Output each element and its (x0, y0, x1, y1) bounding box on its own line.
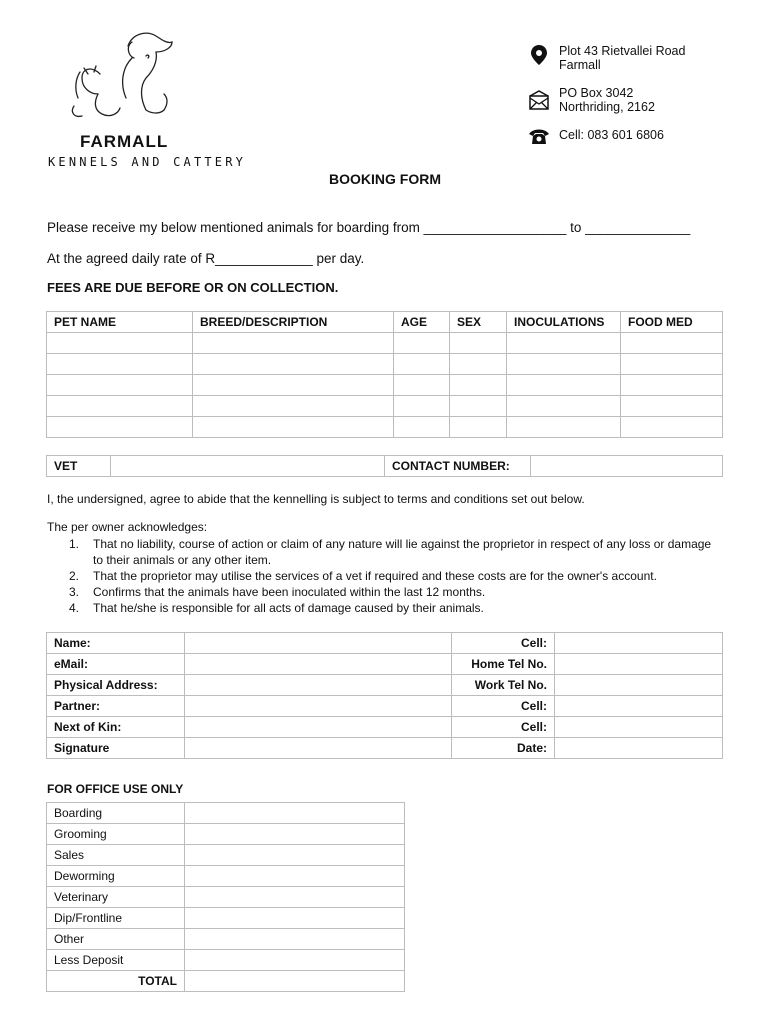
pet-name-cell[interactable] (47, 333, 193, 354)
inoculations-cell[interactable] (507, 333, 621, 354)
sales-field[interactable] (185, 845, 405, 866)
brand-name: FARMALL (80, 132, 169, 151)
kin-cell-field[interactable] (555, 717, 723, 738)
boarding-field[interactable] (185, 803, 405, 824)
sales-label: Sales (47, 845, 185, 866)
food-med-cell[interactable] (621, 354, 723, 375)
breed-cell[interactable] (193, 333, 394, 354)
pet-name-cell[interactable] (47, 375, 193, 396)
list-item: 4. That he/she is responsible for all acts of damage caused by their animals. (69, 601, 484, 615)
table-row (47, 845, 405, 866)
dip-frontline-field[interactable] (185, 908, 405, 929)
mail-icon (528, 90, 550, 112)
location-pin-icon (528, 44, 550, 66)
food-med-cell[interactable] (621, 417, 723, 438)
office-use-title: FOR OFFICE USE ONLY (47, 782, 184, 796)
name-field[interactable] (185, 633, 452, 654)
table-row (47, 417, 723, 438)
table-row (47, 824, 405, 845)
cell-field[interactable] (555, 633, 723, 654)
cell-label: Cell: (452, 633, 555, 654)
table-row (47, 866, 405, 887)
acknowledgement-list (47, 536, 717, 616)
veterinary-label: Veterinary (47, 887, 185, 908)
boarding-dates-line: Please receive my below mentioned animals for boarding from ___________________ to ______________ (47, 220, 691, 235)
brand-subtitle: KENNELS AND CATTERY (48, 155, 247, 169)
inoculations-cell[interactable] (507, 375, 621, 396)
physical-address-field[interactable] (185, 675, 452, 696)
food-med-cell[interactable] (621, 396, 723, 417)
list-item: 2. That the proprietor may utilise the services of a vet if required and these costs are for the owner's account. (69, 569, 657, 583)
vet-row (47, 456, 723, 477)
vet-label: VET (47, 456, 111, 477)
partner-field[interactable] (185, 696, 452, 717)
sex-cell[interactable] (450, 396, 507, 417)
other-label: Other (47, 929, 185, 950)
age-cell[interactable] (394, 333, 450, 354)
agreement-text: I, the undersigned, agree to abide that the kennelling is subject to terms and conditions set out below. (47, 492, 585, 506)
po-box-line1: PO Box 3042 (559, 86, 634, 100)
vet-field[interactable] (111, 456, 385, 477)
total-field[interactable] (185, 971, 405, 992)
contact-number-field[interactable] (531, 456, 723, 477)
dog-cat-logo-icon (60, 28, 185, 128)
table-row (47, 717, 723, 738)
table-row (47, 696, 723, 717)
inoculations-cell[interactable] (507, 417, 621, 438)
col-inoculations: INOCULATIONS (507, 312, 621, 333)
inoculations-cell[interactable] (507, 354, 621, 375)
date-field[interactable] (555, 738, 723, 759)
table-row (47, 675, 723, 696)
contact-number-label: CONTACT NUMBER: (385, 456, 531, 477)
address-line2: Farmall (559, 58, 601, 72)
less-deposit-label: Less Deposit (47, 950, 185, 971)
pets-header-row (47, 312, 723, 333)
veterinary-field[interactable] (185, 887, 405, 908)
deworming-field[interactable] (185, 866, 405, 887)
home-tel-label: Home Tel No. (452, 654, 555, 675)
date-label: Date: (452, 738, 555, 759)
other-field[interactable] (185, 929, 405, 950)
total-label: TOTAL (47, 971, 185, 992)
inoculations-cell[interactable] (507, 396, 621, 417)
list-item: 3. Confirms that the animals have been inoculated within the last 12 months. (69, 585, 486, 599)
table-row (47, 633, 723, 654)
col-breed: BREED/DESCRIPTION (193, 312, 394, 333)
work-tel-label: Work Tel No. (452, 675, 555, 696)
pet-name-cell[interactable] (47, 396, 193, 417)
deworming-label: Deworming (47, 866, 185, 887)
partner-label: Partner: (47, 696, 185, 717)
sex-cell[interactable] (450, 354, 507, 375)
work-tel-field[interactable] (555, 675, 723, 696)
col-sex: SEX (450, 312, 507, 333)
age-cell[interactable] (394, 396, 450, 417)
pet-name-cell[interactable] (47, 354, 193, 375)
col-food-med: FOOD MED (621, 312, 723, 333)
pets-table (46, 311, 723, 438)
age-cell[interactable] (394, 417, 450, 438)
food-med-cell[interactable] (621, 375, 723, 396)
dip-frontline-label: Dip/Frontline (47, 908, 185, 929)
table-row (47, 887, 405, 908)
table-row (47, 929, 405, 950)
table-row (47, 803, 405, 824)
physical-address-label: Physical Address: (47, 675, 185, 696)
kin-cell-label: Cell: (452, 717, 555, 738)
table-row (47, 333, 723, 354)
address-line1: Plot 43 Rietvallei Road (559, 44, 686, 58)
table-row (47, 354, 723, 375)
less-deposit-field[interactable] (185, 950, 405, 971)
acknowledgement-heading: The per owner acknowledges: (47, 520, 208, 534)
sex-cell[interactable] (450, 375, 507, 396)
telephone-icon (528, 125, 550, 147)
email-field[interactable] (185, 654, 452, 675)
table-row (47, 908, 405, 929)
table-row (47, 375, 723, 396)
partner-cell-field[interactable] (555, 696, 723, 717)
next-of-kin-field[interactable] (185, 717, 452, 738)
food-med-cell[interactable] (621, 333, 723, 354)
list-item: 1. That no liability, course of action or claim of any nature will lie against the proprietor in respect of any loss or damage to their animals or any other item. (69, 537, 712, 567)
fees-notice: FEES ARE DUE BEFORE OR ON COLLECTION. (47, 280, 339, 295)
email-label: eMail: (47, 654, 185, 675)
form-title: BOOKING FORM (329, 171, 441, 187)
pet-name-cell[interactable] (47, 417, 193, 438)
age-cell[interactable] (394, 375, 450, 396)
breed-cell[interactable] (193, 396, 394, 417)
office-use-table (46, 802, 405, 992)
table-row (47, 950, 405, 971)
breed-cell[interactable] (193, 417, 394, 438)
partner-cell-label: Cell: (452, 696, 555, 717)
table-row (47, 654, 723, 675)
owner-details-table (46, 632, 723, 759)
vet-table (46, 455, 723, 477)
breed-cell[interactable] (193, 354, 394, 375)
cell-number: Cell: 083 601 6806 (559, 128, 664, 142)
sex-cell[interactable] (450, 333, 507, 354)
home-tel-field[interactable] (555, 654, 723, 675)
table-row (47, 971, 405, 992)
name-label: Name: (47, 633, 185, 654)
next-of-kin-label: Next of Kin: (47, 717, 185, 738)
signature-label: Signature (47, 738, 185, 759)
grooming-label: Grooming (47, 824, 185, 845)
table-row (47, 396, 723, 417)
boarding-label: Boarding (47, 803, 185, 824)
col-pet-name: PET NAME (47, 312, 193, 333)
sex-cell[interactable] (450, 417, 507, 438)
table-row (47, 738, 723, 759)
col-age: AGE (394, 312, 450, 333)
grooming-field[interactable] (185, 824, 405, 845)
daily-rate-line: At the agreed daily rate of R_____________ per day. (47, 251, 365, 266)
breed-cell[interactable] (193, 375, 394, 396)
age-cell[interactable] (394, 354, 450, 375)
po-box-line2: Northriding, 2162 (559, 100, 655, 114)
signature-field[interactable] (185, 738, 452, 759)
